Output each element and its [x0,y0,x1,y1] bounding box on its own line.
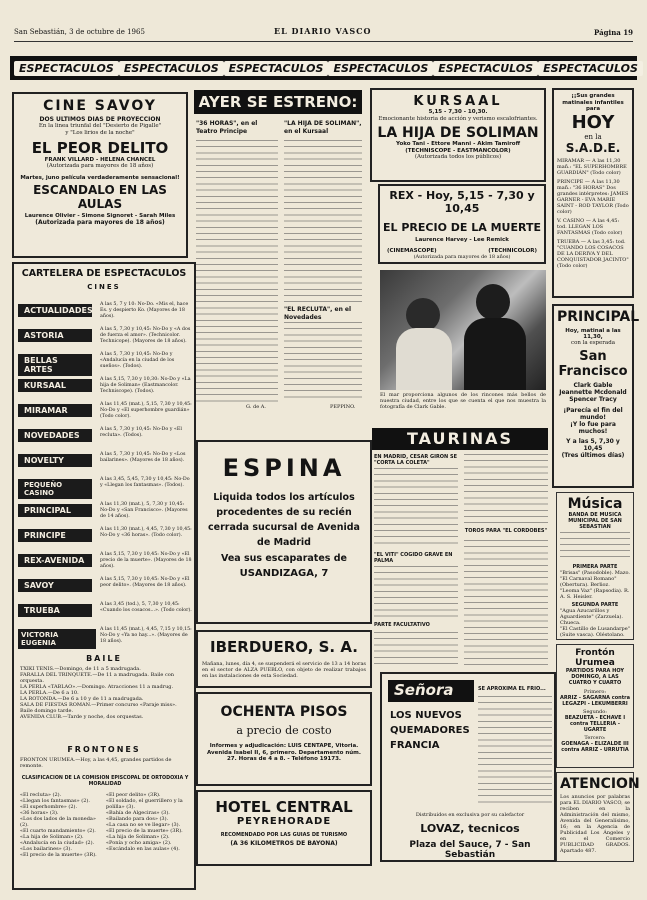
clasificacion-item: «Bahía de Algeciras» (3). [106,810,170,816]
baile-title: BAILE [86,654,122,663]
kursaal-subtitle: Emocionante historia de acción y verismo escalofriantes. [378,115,538,122]
cinema-name: SAVOY [18,579,92,592]
cartelera-row [18,402,192,424]
cinema-schedule: A las 11,30 (mat.), 4,45, 7,30 y 10,45: No-Do y «36 horas». (Todo color). [100,527,192,538]
ayer-heading-1: "36 HORAS", en el Teatro Principe [196,120,258,135]
baile-item: LA PERLA.—De 6 a 10. [20,690,79,696]
principal-line: (Tres últimos días) [561,452,625,459]
cinema-name: PRINCIPAL [18,504,92,517]
sade-item: PRINCIPE — A las 11,30 mañ.: "36 HORAS" Dos grandes intérpretes: JAMES GARNER - EVA MARIE SAINT - ROD TAYLOR (Todo color) [557,178,629,215]
cartelera-row [18,427,192,449]
espina-title: ESPINA [222,454,346,482]
espina-ad [196,440,372,624]
taurinas-heading-3: "EL VITI" COGIDO GRAVE EN PALMA [374,552,453,564]
clasificacion-item: «La hija de Soliman» (2). [106,834,170,840]
ayer-banner [194,90,362,114]
atencion-title: ATENCION [560,776,640,792]
cinema-name: PEQUEÑO CASINO [18,479,92,499]
senora-address: Plaza del Sauce, 7 - San Sebastián [409,840,531,860]
savoy-note-2: (Autorizada para mayores de 18 años) [35,218,165,226]
clasificacion-item: «El peor delito» (3R). [106,792,161,798]
header-masthead: EL DIARIO VASCO [274,26,372,36]
ayer-signature-2: PEPPINO. [330,404,356,410]
taurinas-banner [372,428,548,450]
cinema-schedule: A las 11,30 (mat.), 5, 7,30 y 10,45: No-Do y «San Francisco». (Mayores de 14 años). [100,502,188,519]
frontones-line: FRONTON URUMEA.—Hoy, a las 4,45, grandes partidos de remonte. [20,757,172,769]
clasificacion-item: «Andalucía en la ciudad» (2). [20,840,95,846]
cinema-name: VICTORIA EUGENIA [18,629,96,649]
cartelera-row [18,552,192,574]
sade-item: V. CASINO — A las 4,45: tod. LLEGAN LOS FANTASMAS (Todo color) [557,217,623,236]
ochenta-subtitle: a precio de costo [236,724,332,737]
principal-cast: Clark Gable [573,382,613,389]
urumea-title: Frontón Urumea [575,648,615,668]
sade-item: TRUEBA — A las 3,45: tod. "CUANDO LOS COSACOS DE LA DERIVA Y DEL CONQUISTADOR JACINTO" (Todo color) [557,238,629,269]
cartelera-title: CARTELERA DE ESPECTACULOS [21,268,187,279]
cinema-name: ACTUALIDADES [18,304,92,317]
text-lines [196,140,278,402]
cinema-schedule: A las 3,45, 5,45, 7,30 y 10,45: No-Do y «Llegan los fantasmas». (Todos). [100,477,190,488]
cinema-schedule: A las 5,15, 7,30 y 10,45: No-Do y «El peor delito». (Mayores de 18 años). [100,577,190,588]
banner-label: ESPECTACULOS [119,61,224,76]
rex-tech-2: (TECHNICOLOR) [488,247,537,254]
clasificacion-item: «El soldado, el guerrillero y la polilla» (3). [106,798,183,810]
savoy-ad [12,92,188,258]
cartelera-row [18,502,192,524]
rex-ad [378,184,546,264]
hotel-central-ad [196,790,372,866]
baile-list [20,666,190,720]
baile-item: AVENIDA CLUB.—Tarde y noche, dos orquestas. [20,714,144,720]
senora-title: Señora [394,681,454,699]
espectaculos-banner [10,56,637,80]
principal-title: PRINCIPAL [557,309,640,325]
principal-line: ¡Y lo fue para muchos! [570,421,616,435]
header-date: San Sebastián, 3 de octubre de 1965 [14,28,145,36]
sade-items [557,158,629,269]
sade-matinales-ad [552,88,634,298]
cartelera-row [18,377,192,399]
clasificacion-item: «Llegan los fantasmas» (2). [20,798,90,804]
frontones-title: FRONTONES [67,745,141,754]
musica-part-2: SEGUNDA PARTE [571,602,619,608]
rex-heading: REX - Hoy, 5,15 - 7,30 y 10,45 [389,189,535,215]
sade-item: MIRAMAR — A las 11,30 mañ.: "EL SUPERHOMBRE GUARDIÁN" (Todo color) [557,157,627,176]
urumea-match: GOENAGA - ELIZALDE III contra ARRIZ - URRUTIA [561,741,629,753]
cinema-schedule: A las 5, 7,30 y 10,45: No-Do y «Los bailarines». (Mayores de 18 años). [100,452,186,463]
savoy-line: DOS ULTIMOS DIAS DE PROYECCION [39,116,161,123]
kursaal-ad [370,88,546,182]
rex-film: EL PRECIO DE LA MUERTE [383,221,541,234]
cartelera-subtitle: CINES [87,283,121,291]
musica-part-1: PRIMERA PARTE [572,564,618,570]
ayer-column-text [284,140,362,302]
text-lines [560,532,630,562]
principal-ad [552,304,640,488]
cinema-schedule: A las 5, 7,30 y 10,45: No-Do y «Andalucía en la ciudad de los sueños». (Todos). [100,352,175,369]
photo-caption: El mar proporciona algunos de los rincones más bellos de nuestra ciudad, entre los que se cuenta el que nos muestra la fotografía de Clark Gable. [380,392,546,410]
ayer-heading-2: "LA HIJA DE SOLIMAN", en el Kursaal [284,120,362,135]
cinema-name: PRINCIPE [18,529,92,542]
hotel-location: (A 36 KILOMETROS DE BAYONA) [230,840,338,847]
taurinas-title: TAURINAS [406,429,514,448]
taurinas-heading-1: EN MADRID, CESAR GIRON SE "CORTA LA COLETA" [374,454,457,466]
cinema-name: ASTORIA [18,329,92,342]
clasificacion-item: «Ponía y ocho amiga» (2). [106,840,172,846]
film-still-photo [380,270,546,390]
header-page-number: Página 19 [594,28,633,37]
kursaal-tech: (TECHNISCOPE - EASTMANCOLOR) [405,147,511,154]
clasificacion-item: «La casa no se ve llegar» (3). [106,822,181,828]
text-lines [464,540,548,666]
ayer-heading-3: "EL RECLUTA", en el Novedades [284,306,352,321]
cartelera-row [18,302,192,324]
cartelera-row [18,327,192,349]
senora-company: LOVAZ, tecnicos [420,822,520,835]
banner-label: ESPECTACULOS [328,61,433,76]
text-lines [374,566,458,618]
iberduero-title: IBERDUERO, S. A. [210,638,358,656]
text-lines [374,632,458,666]
clasificacion-item: «El precio de la muerte» (3R). [106,828,183,834]
cinema-schedule: A las 11,45 (mat.), 5,15, 7,30 y 10,45: No-Do y «El superhombre guardián» (Todo color). [100,402,192,419]
savoy-cast: FRANK VILLARD - HELENA CHANCEL [44,157,156,164]
text-lines [464,454,548,526]
clasificacion-item: «Los bailarines» (3). [20,846,72,852]
ayer-column-text [196,140,278,402]
page-header [14,20,633,42]
photo-figure-man-suit [464,318,526,390]
principal-cast: Spencer Tracy [569,396,617,403]
urumea-match-label: Primero: [583,689,607,695]
fronton-urumea-box [556,644,634,768]
clasificacion-item: «El recluta» (2). [20,792,62,798]
musica-item: "Brisas" (Pasodoble). Mazo. [560,570,630,576]
kursaal-title: KURSAAL [413,94,503,109]
photo-figure-woman [406,298,440,332]
hotel-subtitle: PEYREHORADE [236,816,332,827]
sade-sub: en la [584,132,602,141]
senora-ad [380,672,556,862]
clasificacion-item: «El cuarto mandamiento» (2). [20,828,96,834]
cartelera-row [18,352,192,374]
musica-item: "Agua Azucarillos y Aguardiente" (Zarzuela). Chueca. [560,608,623,626]
text-lines [284,322,362,402]
cartelera-row [18,577,192,599]
text-lines [478,696,552,806]
rex-cast: Laurence Harvey - Lee Remick [415,237,509,243]
urumea-match: ARRIZ - SAGARNA contra LEGAZPI - LEKUMBERRI [560,695,630,707]
cinema-schedule: A las 5, 7,30 y 10,45: No-Do y «A dos de fuerza el amor». (Technicolor. Technicope). (Mayores de 18 años). [100,327,191,344]
sade-hoy: HOY [571,111,615,133]
ochenta-pisos-ad [196,692,372,786]
senora-heading: SE APROXIMA EL FRIO... [478,686,546,692]
atencion-text: Los anuncios por palabras para EL DIARIO VASCO, se reciben en la Administración del mismo, Avenida del Generalísimo, 16; en la Agencia de Publicidad Los Ángeles y en el Comercio PUBLICIDAD GRADOS. Apartado 487. [560,794,630,854]
savoy-line: En la linea triunfal del "Desierto de Pigalle" [38,123,162,129]
principal-line: Y a las 5, 7,30 y 10,45 [566,438,620,452]
sade-top: ¡¡Sus grandes matinales infantiles para [562,93,624,112]
cinema-name: NOVELTY [18,454,92,467]
cartelera-row [18,527,192,549]
atencion-box [556,772,640,862]
senora-footer: Distribuidos en exclusiva por su calefactor [415,812,525,818]
cinema-schedule: A las 5,15, 7,30 y 10,45: No-Do y «El precio de la muerte». (Mayores de 18 años). [100,552,192,569]
senora-title-box [388,680,474,702]
principal-cast: Jeannette Mcdonald [559,389,627,396]
clasificacion-item: «La hija de Soliman» (2). [20,834,84,840]
clasificacion-title: CLASIFICACION DE LA COMISION EPISCOPAL DE ORTODOXIA Y MORALIDAD [21,776,189,787]
musica-box [556,492,634,640]
iberduero-ad [196,630,372,688]
cinema-name: REX-AVENIDA [18,554,92,567]
savoy-film: EL PEOR DELITO [31,139,169,158]
cinema-name: BELLAS ARTES [18,354,92,376]
cinema-schedule: A las 5, 7,30 y 10,45: No-Do y «El recluta». (Todos). [100,427,182,438]
clasificacion-item: «36 horas» (3). [20,810,59,816]
cartelera-row [18,452,192,474]
clasificacion-item: «Escándalo en las aulas» (4). [106,846,180,852]
senora-line: QUEMADORES [390,725,470,736]
photo-figure-woman-dress [396,328,452,390]
banner-label: ESPECTACULOS [433,61,538,76]
rex-tech-1: (CINEMASCOPE) [387,247,437,254]
banner-label: ESPECTACULOS [538,61,643,76]
sade-org: S.A.D.E. [565,140,621,155]
savoy-line: Martes, juno película verdaderamente sensacional! [20,174,180,181]
baile-item: TXIKI TENIS.—Domingo, de 11 a 5 madrugada. [20,666,141,672]
musica-item: "Leoma Vaz" (Rapsodia). R. A. S. Heisler. [560,588,630,600]
savoy-film-2: ESCANDALO EN LAS AULAS [33,182,167,211]
clasificacion-item: «El precio de la muerte» (3R). [20,852,97,858]
clasificacion-left [20,792,102,858]
baile-item: SALA DE FIESTAS ROMAN.—Primer concurso «Paraje miss». Baile domingo tarde. [20,702,177,714]
ayer-signature: G. de A. [246,404,266,410]
taurinas-heading-4: PARTE FACULTATIVO [374,622,430,628]
cinema-schedule: A las 11,45 (mat.), 4,45, 7,15 y 10,15: No-Do y «Ya no hay...». (Mayores de 18 años). [100,627,192,644]
urumea-subtitle: PARTIDOS PARA HOY DOMINGO, A LAS CUATRO Y CUARTO [565,668,625,686]
urumea-match-label: Tercero: [584,735,606,741]
taurinas-heading-2: TOROS PARA "EL CORDOBES" [464,528,548,534]
clasificacion-item: «El superhombre» (2). [20,804,78,810]
cinema-name: NOVEDADES [18,429,92,442]
text-lines [284,140,362,302]
baile-item: LA PERLA «TABLAO».—Domingo. Atracciones 11 a madrug. [20,684,174,690]
iberduero-text: Mañana, lunes, día 4, se suspenderá el servicio de 13 a 14 horas en el sector de ALZA PUEBLO, con objeto de realizar trabajos en las instalaciones de esta Sociedad. [202,661,366,679]
text-lines [374,468,458,548]
cinema-name: TRUEBA [18,604,92,617]
musica-title: Música [567,496,623,512]
musica-item: "El Carnaval Romano" (Obertura). Berlioz. [560,576,617,588]
espina-street: USANDIZAGA, 7 [239,568,329,579]
clasificacion-item: «Los dos lados de la moneda» (2). [20,816,96,828]
cartelera-row [18,602,192,624]
rex-note: (Autorizada para mayores de 18 años) [413,254,511,261]
banner-label: ESPECTACULOS [14,61,119,76]
musica-subtitle: BANDA DE MUSICA MUNICIPAL DE SAN SEBASTIAN [568,512,622,530]
urumea-match: BEAZUETA - ECHAVE I contra TELLERIA - UGARTE [564,715,626,733]
baile-item: LA ROTONDA.—De 6 a 10 y de 11 a madrugada. [20,696,144,702]
cinema-name: KURSAAL [18,379,92,392]
baile-item: FARALLA DEL TRINQUETE.—De 11 a madrugada. Baile con orquesta. [20,672,175,684]
principal-film: San Francisco [558,349,628,379]
savoy-cast-2: Laurence Olivier - Simone Signoret - Sarah Miles [24,212,176,219]
urumea-match-label: Segundo: [583,709,607,715]
cinema-schedule: A las 3,45 (tod.), 5, 7,30 y 10,45: «Cuando los cosacos...». (Todo color). [100,602,192,613]
ochenta-info: Informes y adjudicación: LUIS CENTAPE, Vitoria. Avenida Isabel II, 6, primero. Departamento núm. 27. Horas de 4 a 8. - Teléfono 19173. [206,743,361,763]
hotel-recommendation: RECOMENDADO POR LAS GUIAS DE TURISMO [220,832,348,838]
cartelera-row [18,627,192,649]
cinema-name: MIRAMAR [18,404,92,417]
cinema-schedule: A las 5, 7 y 10: No-Do. «Mis el, hace Es. y despierto Ko. (Mayores de 18 años). [100,302,189,319]
kursaal-note: (Autorizada todos los públicos) [414,154,502,161]
savoy-note: (Autorizada para mayores de 18 años) [46,163,154,170]
kursaal-times: 5,15 - 7,30 - 10,30. [428,109,488,115]
senora-line: FRANCIA [390,740,440,751]
photo-figure-man [476,284,510,320]
principal-line: con la esperada [570,340,616,346]
savoy-title: CINE SAVOY [43,98,157,114]
kursaal-film: LA HIJA DE SOLIMAN [377,125,539,142]
ayer-title: AYER SE ESTRENO: [198,93,358,111]
senora-line: LOS NUEVOS [390,710,462,721]
banner-label: ESPECTACULOS [224,61,329,76]
espina-text-2: Vea sus escaparates de [220,553,347,564]
senora-products [390,708,470,753]
hotel-title: HOTEL CENTRAL [215,798,353,816]
espina-text: Liquida todos los artículos procedentes de su recién cerrada sucursal de Avenida de Madrid [208,492,360,548]
principal-line: Hoy, matinal a las 11,30, [565,328,621,340]
clasificacion-item: «Bailando para dos» (3). [106,816,169,822]
cartelera-row [18,477,192,499]
clasificacion-right [106,792,192,852]
kursaal-cast: Yoko Tani - Ettore Manni - Akim Tamiroff [395,141,521,148]
cinema-schedule: A las 5,15, 7,30 y 10,30: No-Do y «La hija de Soliman» (Eastmancolor. Techniscope). (Todos). [100,377,191,394]
musica-item: "El Castillo de Lusandarpe" (Suite vasca). Oléstolano. [560,626,631,638]
ochenta-title: OCHENTA PISOS [220,704,348,720]
savoy-line: y "Los lirios de la noche" [65,129,135,136]
principal-line: ¡Parecía el fin del mundo! [563,407,623,421]
